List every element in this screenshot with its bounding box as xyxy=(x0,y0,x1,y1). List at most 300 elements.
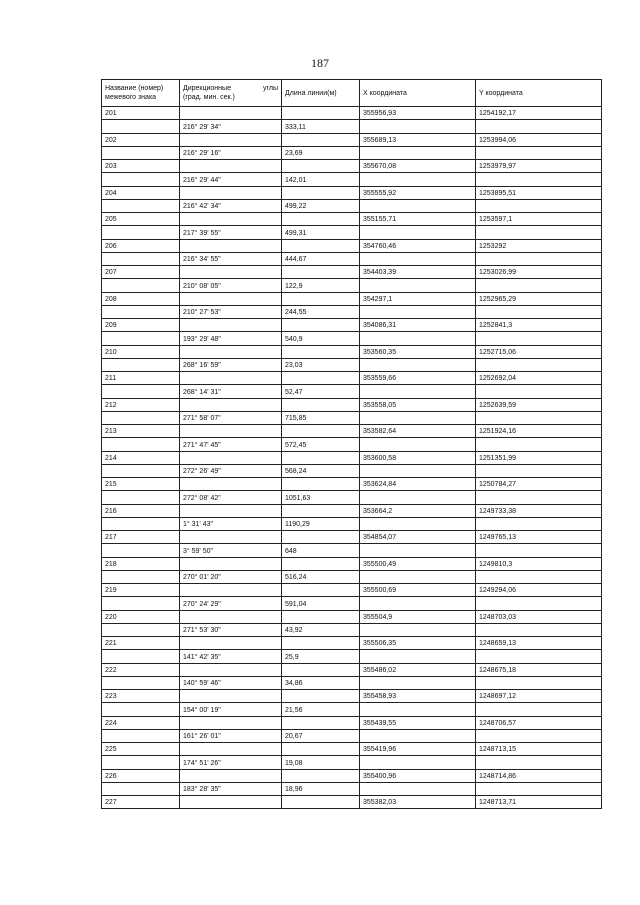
x-coordinate: 355506,35 xyxy=(360,637,476,650)
empty-cell xyxy=(102,305,180,318)
point-name: 226 xyxy=(102,769,180,782)
y-coordinate: 1249765,13 xyxy=(476,531,602,544)
table-row-point xyxy=(102,531,602,544)
empty-cell xyxy=(476,650,602,663)
table-header-row xyxy=(102,80,602,107)
direction-angle: 216° 29' 44" xyxy=(180,173,282,186)
line-length: 43,92 xyxy=(282,623,360,636)
empty-cell xyxy=(360,650,476,663)
table-row-point xyxy=(102,398,602,411)
line-length: 25,9 xyxy=(282,650,360,663)
empty-cell xyxy=(282,557,360,570)
table-row-segment xyxy=(102,438,602,451)
line-length: 333,11 xyxy=(282,120,360,133)
empty-cell xyxy=(102,252,180,265)
point-name: 217 xyxy=(102,531,180,544)
empty-cell xyxy=(476,146,602,159)
empty-cell xyxy=(102,597,180,610)
empty-cell xyxy=(180,292,282,305)
empty-cell xyxy=(476,358,602,371)
empty-cell xyxy=(282,292,360,305)
x-coordinate: 355382,03 xyxy=(360,796,476,809)
empty-cell xyxy=(180,266,282,279)
empty-cell xyxy=(282,637,360,650)
empty-cell xyxy=(360,544,476,557)
y-coordinate: 1252715,06 xyxy=(476,345,602,358)
empty-cell xyxy=(360,279,476,292)
empty-cell xyxy=(360,623,476,636)
point-name: 223 xyxy=(102,690,180,703)
y-coordinate: 1253292 xyxy=(476,239,602,252)
table-row-point xyxy=(102,451,602,464)
table-row-point xyxy=(102,107,602,120)
empty-cell xyxy=(476,305,602,318)
empty-cell xyxy=(360,332,476,345)
empty-cell xyxy=(180,213,282,226)
header-y-coordinate: Y координата xyxy=(476,80,602,107)
empty-cell xyxy=(102,279,180,292)
point-name: 215 xyxy=(102,478,180,491)
header-direction-word1: Дирекционные xyxy=(183,85,231,92)
line-length: 19,08 xyxy=(282,756,360,769)
empty-cell xyxy=(360,226,476,239)
y-coordinate: 1254192,17 xyxy=(476,107,602,120)
empty-cell xyxy=(360,173,476,186)
table-row-point xyxy=(102,557,602,570)
empty-cell xyxy=(360,199,476,212)
point-name: 216 xyxy=(102,504,180,517)
empty-cell xyxy=(180,584,282,597)
empty-cell xyxy=(476,385,602,398)
empty-cell xyxy=(360,120,476,133)
y-coordinate: 1248659,13 xyxy=(476,637,602,650)
empty-cell xyxy=(180,319,282,332)
empty-cell xyxy=(476,491,602,504)
table-row-segment xyxy=(102,464,602,477)
empty-cell xyxy=(282,610,360,623)
empty-cell xyxy=(360,411,476,424)
x-coordinate: 355486,02 xyxy=(360,663,476,676)
direction-angle: 272° 26' 49" xyxy=(180,464,282,477)
y-coordinate: 1249294,06 xyxy=(476,584,602,597)
point-name: 203 xyxy=(102,160,180,173)
empty-cell xyxy=(180,160,282,173)
x-coordinate: 355500,69 xyxy=(360,584,476,597)
empty-cell xyxy=(476,279,602,292)
table-row-segment xyxy=(102,782,602,795)
empty-cell xyxy=(102,332,180,345)
empty-cell xyxy=(102,411,180,424)
table-row-segment xyxy=(102,491,602,504)
table-row-segment xyxy=(102,146,602,159)
header-line-length: Длина линии(м) xyxy=(282,80,360,107)
x-coordinate: 355155,71 xyxy=(360,213,476,226)
direction-angle: 271° 47' 45" xyxy=(180,438,282,451)
empty-cell xyxy=(102,491,180,504)
empty-cell xyxy=(102,199,180,212)
y-coordinate: 1251351,99 xyxy=(476,451,602,464)
x-coordinate: 353560,35 xyxy=(360,345,476,358)
table-row-point xyxy=(102,504,602,517)
table-row-point xyxy=(102,319,602,332)
table-row-point xyxy=(102,610,602,623)
empty-cell xyxy=(282,213,360,226)
empty-cell xyxy=(282,531,360,544)
table-row-segment xyxy=(102,332,602,345)
table-row-segment xyxy=(102,305,602,318)
y-coordinate: 1253597,1 xyxy=(476,213,602,226)
x-coordinate: 355400,96 xyxy=(360,769,476,782)
point-name: 227 xyxy=(102,796,180,809)
direction-angle: 271° 58' 07" xyxy=(180,411,282,424)
direction-angle: 210° 08' 05" xyxy=(180,279,282,292)
empty-cell xyxy=(102,385,180,398)
x-coordinate: 355439,55 xyxy=(360,716,476,729)
y-coordinate: 1253979,97 xyxy=(476,160,602,173)
line-length: 1190,29 xyxy=(282,517,360,530)
empty-cell xyxy=(282,160,360,173)
empty-cell xyxy=(476,729,602,742)
empty-cell xyxy=(360,252,476,265)
empty-cell xyxy=(476,332,602,345)
point-name: 224 xyxy=(102,716,180,729)
empty-cell xyxy=(476,464,602,477)
empty-cell xyxy=(282,796,360,809)
empty-cell xyxy=(282,372,360,385)
table-row-point xyxy=(102,213,602,226)
empty-cell xyxy=(102,517,180,530)
empty-cell xyxy=(180,690,282,703)
empty-cell xyxy=(180,186,282,199)
x-coordinate: 353600,58 xyxy=(360,451,476,464)
line-length: 23,03 xyxy=(282,358,360,371)
point-name: 202 xyxy=(102,133,180,146)
direction-angle: 217° 39' 55" xyxy=(180,226,282,239)
table-row-segment xyxy=(102,729,602,742)
table-row-segment xyxy=(102,358,602,371)
empty-cell xyxy=(360,305,476,318)
table-row-point xyxy=(102,266,602,279)
direction-angle: 270° 01' 20" xyxy=(180,570,282,583)
table-row-segment xyxy=(102,623,602,636)
empty-cell xyxy=(180,345,282,358)
table-row-segment xyxy=(102,517,602,530)
x-coordinate: 353624,84 xyxy=(360,478,476,491)
empty-cell xyxy=(476,173,602,186)
empty-cell xyxy=(282,319,360,332)
header-point-name xyxy=(102,80,180,107)
empty-cell xyxy=(282,107,360,120)
empty-cell xyxy=(282,345,360,358)
empty-cell xyxy=(476,252,602,265)
direction-angle: 268° 16' 59" xyxy=(180,358,282,371)
line-length: 648 xyxy=(282,544,360,557)
x-coordinate: 353582,64 xyxy=(360,425,476,438)
empty-cell xyxy=(102,226,180,239)
y-coordinate: 1251924,16 xyxy=(476,425,602,438)
y-coordinate: 1253026,99 xyxy=(476,266,602,279)
line-length: 516,24 xyxy=(282,570,360,583)
direction-angle: 1° 31' 43" xyxy=(180,517,282,530)
point-name: 222 xyxy=(102,663,180,676)
empty-cell xyxy=(476,703,602,716)
y-coordinate: 1252639,59 xyxy=(476,398,602,411)
empty-cell xyxy=(180,743,282,756)
empty-cell xyxy=(102,438,180,451)
direction-angle: 141° 42' 35" xyxy=(180,650,282,663)
table-row-segment xyxy=(102,411,602,424)
empty-cell xyxy=(180,663,282,676)
line-length: 499,31 xyxy=(282,226,360,239)
empty-cell xyxy=(180,133,282,146)
x-coordinate: 355500,49 xyxy=(360,557,476,570)
empty-cell xyxy=(102,544,180,557)
x-coordinate: 355458,93 xyxy=(360,690,476,703)
empty-cell xyxy=(180,478,282,491)
empty-cell xyxy=(476,756,602,769)
empty-cell xyxy=(102,729,180,742)
empty-cell xyxy=(476,411,602,424)
direction-angle: 3° 59' 50" xyxy=(180,544,282,557)
header-direction-word2: углы xyxy=(262,85,278,92)
empty-cell xyxy=(476,570,602,583)
table-row-segment xyxy=(102,544,602,557)
line-length: 18,96 xyxy=(282,782,360,795)
table-row-segment xyxy=(102,173,602,186)
y-coordinate: 1252965,29 xyxy=(476,292,602,305)
point-name: 208 xyxy=(102,292,180,305)
line-length: 444,67 xyxy=(282,252,360,265)
point-name: 205 xyxy=(102,213,180,226)
line-length: 715,85 xyxy=(282,411,360,424)
table-row-segment xyxy=(102,650,602,663)
table-row-point xyxy=(102,690,602,703)
empty-cell xyxy=(180,637,282,650)
empty-cell xyxy=(180,716,282,729)
empty-cell xyxy=(282,239,360,252)
y-coordinate: 1253994,06 xyxy=(476,133,602,146)
empty-cell xyxy=(360,517,476,530)
direction-angle: 216° 29' 34" xyxy=(180,120,282,133)
table-row-point xyxy=(102,769,602,782)
x-coordinate: 354760,46 xyxy=(360,239,476,252)
empty-cell xyxy=(476,544,602,557)
header-x-coordinate: X координата xyxy=(360,80,476,107)
point-name: 220 xyxy=(102,610,180,623)
table-row-point xyxy=(102,637,602,650)
table-row-point xyxy=(102,663,602,676)
empty-cell xyxy=(282,769,360,782)
empty-cell xyxy=(360,570,476,583)
empty-cell xyxy=(282,743,360,756)
empty-cell xyxy=(180,398,282,411)
x-coordinate: 353664,2 xyxy=(360,504,476,517)
header-direction-angle xyxy=(180,80,282,107)
empty-cell xyxy=(360,358,476,371)
table-row-point xyxy=(102,133,602,146)
empty-cell xyxy=(360,703,476,716)
direction-angle: 193° 29' 48" xyxy=(180,332,282,345)
y-coordinate: 1252841,3 xyxy=(476,319,602,332)
empty-cell xyxy=(282,186,360,199)
line-length: 142,01 xyxy=(282,173,360,186)
table-row-point xyxy=(102,239,602,252)
direction-angle: 272° 08' 42" xyxy=(180,491,282,504)
empty-cell xyxy=(282,504,360,517)
empty-cell xyxy=(102,146,180,159)
empty-cell xyxy=(180,557,282,570)
y-coordinate: 1248713,15 xyxy=(476,743,602,756)
empty-cell xyxy=(360,756,476,769)
table-row-point xyxy=(102,345,602,358)
empty-cell xyxy=(102,782,180,795)
y-coordinate: 1248706,57 xyxy=(476,716,602,729)
point-name: 213 xyxy=(102,425,180,438)
y-coordinate: 1252692,04 xyxy=(476,372,602,385)
empty-cell xyxy=(282,425,360,438)
x-coordinate: 355555,92 xyxy=(360,186,476,199)
empty-cell xyxy=(360,385,476,398)
table-row-point xyxy=(102,372,602,385)
x-coordinate: 354297,1 xyxy=(360,292,476,305)
x-coordinate: 353559,66 xyxy=(360,372,476,385)
y-coordinate: 1248713,71 xyxy=(476,796,602,809)
point-name: 206 xyxy=(102,239,180,252)
table-row-point xyxy=(102,292,602,305)
x-coordinate: 354854,07 xyxy=(360,531,476,544)
direction-angle: 161° 26' 01" xyxy=(180,729,282,742)
empty-cell xyxy=(102,703,180,716)
empty-cell xyxy=(102,756,180,769)
empty-cell xyxy=(360,782,476,795)
point-name: 211 xyxy=(102,372,180,385)
table-row-segment xyxy=(102,570,602,583)
point-name: 210 xyxy=(102,345,180,358)
empty-cell xyxy=(180,531,282,544)
empty-cell xyxy=(180,451,282,464)
empty-cell xyxy=(282,690,360,703)
empty-cell xyxy=(180,796,282,809)
table-row-segment xyxy=(102,226,602,239)
x-coordinate: 355419,96 xyxy=(360,743,476,756)
table-row-point xyxy=(102,478,602,491)
empty-cell xyxy=(476,782,602,795)
line-length: 122,9 xyxy=(282,279,360,292)
empty-cell xyxy=(282,716,360,729)
table-row-segment xyxy=(102,756,602,769)
line-length: 591,04 xyxy=(282,597,360,610)
empty-cell xyxy=(476,623,602,636)
y-coordinate: 1249733,38 xyxy=(476,504,602,517)
empty-cell xyxy=(476,676,602,689)
table-row-segment xyxy=(102,597,602,610)
empty-cell xyxy=(360,729,476,742)
line-length: 568,24 xyxy=(282,464,360,477)
empty-cell xyxy=(476,199,602,212)
direction-angle: 183° 28' 35" xyxy=(180,782,282,795)
y-coordinate: 1253895,51 xyxy=(476,186,602,199)
table-row-segment xyxy=(102,199,602,212)
empty-cell xyxy=(360,438,476,451)
empty-cell xyxy=(102,120,180,133)
empty-cell xyxy=(360,597,476,610)
direction-angle: 270° 24' 29" xyxy=(180,597,282,610)
point-name: 218 xyxy=(102,557,180,570)
line-length: 499,22 xyxy=(282,199,360,212)
empty-cell xyxy=(180,372,282,385)
table-row-point xyxy=(102,584,602,597)
line-length: 34,86 xyxy=(282,676,360,689)
table-row-segment xyxy=(102,252,602,265)
header-point-name-line1: Название (номер) xyxy=(105,85,164,92)
empty-cell xyxy=(102,570,180,583)
empty-cell xyxy=(180,769,282,782)
table-row-point xyxy=(102,160,602,173)
empty-cell xyxy=(282,133,360,146)
direction-angle: 216° 42' 34" xyxy=(180,199,282,212)
y-coordinate: 1248675,18 xyxy=(476,663,602,676)
point-name: 214 xyxy=(102,451,180,464)
empty-cell xyxy=(282,266,360,279)
empty-cell xyxy=(102,464,180,477)
y-coordinate: 1248697,12 xyxy=(476,690,602,703)
line-length: 52,47 xyxy=(282,385,360,398)
y-coordinate: 1250784,27 xyxy=(476,478,602,491)
table-row-point xyxy=(102,425,602,438)
header-direction-units: (град. мин. сек.) xyxy=(183,94,235,101)
table-row-segment xyxy=(102,279,602,292)
table-row-point xyxy=(102,186,602,199)
point-name: 225 xyxy=(102,743,180,756)
line-length: 1051,63 xyxy=(282,491,360,504)
empty-cell xyxy=(102,623,180,636)
line-length: 21,56 xyxy=(282,703,360,716)
empty-cell xyxy=(282,398,360,411)
x-coordinate: 355689,13 xyxy=(360,133,476,146)
direction-angle: 140° 59' 46" xyxy=(180,676,282,689)
direction-angle: 216° 29' 16" xyxy=(180,146,282,159)
direction-angle: 271° 53' 30" xyxy=(180,623,282,636)
empty-cell xyxy=(476,597,602,610)
line-length: 23,69 xyxy=(282,146,360,159)
empty-cell xyxy=(180,425,282,438)
empty-cell xyxy=(476,120,602,133)
table-row-point xyxy=(102,743,602,756)
x-coordinate: 355670,08 xyxy=(360,160,476,173)
y-coordinate: 1248714,86 xyxy=(476,769,602,782)
empty-cell xyxy=(180,239,282,252)
direction-angle: 216° 34' 55" xyxy=(180,252,282,265)
x-coordinate: 355956,93 xyxy=(360,107,476,120)
y-coordinate: 1248703,03 xyxy=(476,610,602,623)
empty-cell xyxy=(476,438,602,451)
point-name: 219 xyxy=(102,584,180,597)
table-row-point xyxy=(102,796,602,809)
empty-cell xyxy=(282,478,360,491)
table-row-point xyxy=(102,716,602,729)
x-coordinate: 354403,39 xyxy=(360,266,476,279)
header-point-name-line2: межевого знака xyxy=(105,94,157,101)
point-name: 212 xyxy=(102,398,180,411)
point-name: 201 xyxy=(102,107,180,120)
page-number: 187 xyxy=(311,56,329,70)
line-length: 540,9 xyxy=(282,332,360,345)
x-coordinate: 355504,9 xyxy=(360,610,476,623)
empty-cell xyxy=(180,504,282,517)
empty-cell xyxy=(476,517,602,530)
point-name: 204 xyxy=(102,186,180,199)
empty-cell xyxy=(102,676,180,689)
